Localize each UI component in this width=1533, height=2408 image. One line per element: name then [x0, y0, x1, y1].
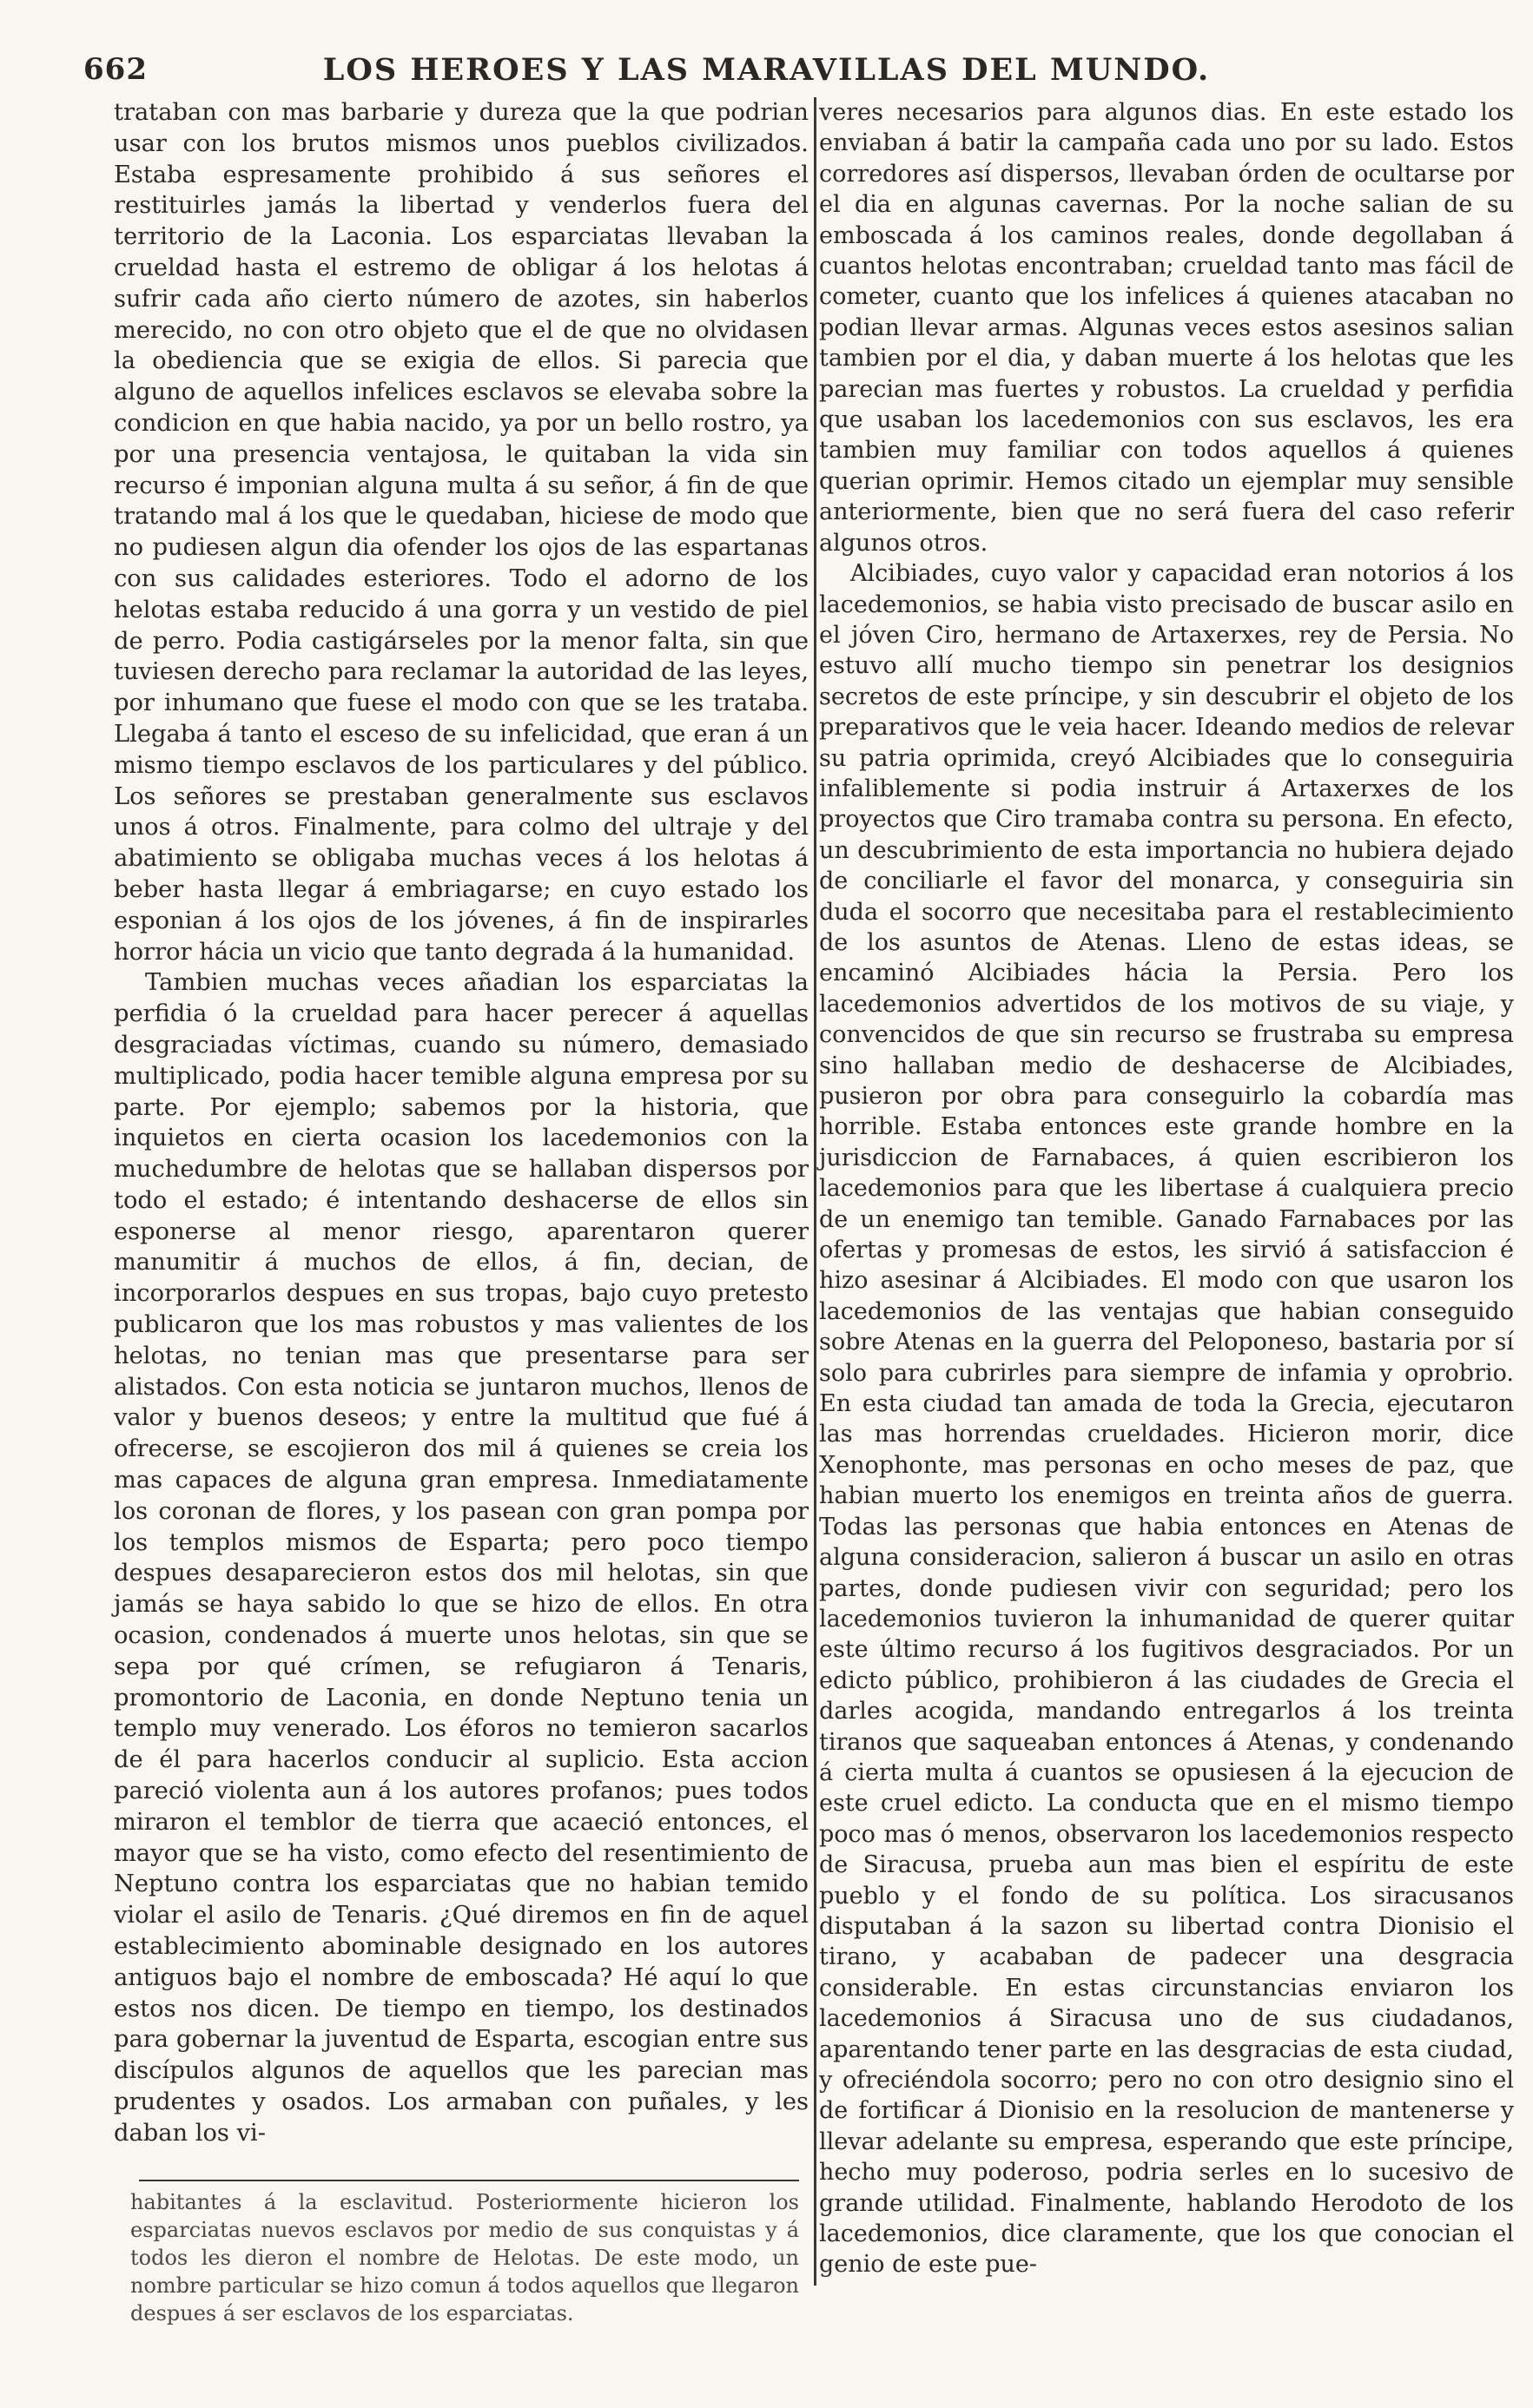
left-column: [114, 97, 809, 2149]
right-paragraph-2: Alcibiades, cuyo valor y capacidad eran notorios á los lacedemonios, se habia visto precisado de buscar asilo en el jóven Ciro, hermano de Artaxerxes, rey de Persia. No estuvo allí mucho tiempo sin penetrar los designios secretos de este príncipe, y sin descubrir el objeto de los preparativos que le veia hacer. Ideando medios de relevar su patria oprimida, creyó Alcibiades que lo conseguiria infaliblemente si podia instruir á Artaxerxes de los proyectos que Ciro tramaba contra su persona. En efecto, un descubrimiento de esta importancia no hubiera dejado de conciliarle el favor del monarca, y conseguiria sin duda el socorro que necesitaba para el restablecimiento de los asuntos de Atenas. Lleno de estas ideas, se encaminó Alcibiades hácia la Persia. Pero los lacedemonios advertidos de los motivos de su viaje, y convencidos de que sin recurso se frustraba su empresa sino hallaban medio de deshacerse de Alcibiades, pusieron por obra para conseguirlo la cobardía mas horrible. Estaba entonces este grande hombre en la jurisdiccion de Farnabaces, á quien escribieron los lacedemonios para que les libertase á cualquiera precio de un enemigo tan temible. Ganado Farnabaces por las ofertas y promesas de estos, les sirvió á satisfaccion é hizo asesinar á Alcibiades. El modo con que usaron los lacedemonios de las ventajas que habian conseguido sobre Atenas en la guerra del Peloponeso, bastaria por sí solo para cubrirles para siempre de infamia y oprobrio. En esta ciudad tan amada de toda la Grecia, ejecutaron las mas horrendas crueldades. Hicieron morir, dice Xenophonte, mas personas en ocho meses de paz, que habian muerto los enemigos en treinta años de guerra. Todas las personas que habia entonces en Atenas de alguna consideracion, salieron á buscar un asilo en otras partes, donde pudiesen vivir con seguridad; pero los lacedemonios tuvieron la inhumanidad de querer quitar este último recurso á los fugitivos desgraciados. Por un edicto público, prohibieron á las ciudades de Grecia el darles acogida, mandando entregarlos á los treinta tiranos que saqueaban entonces á Atenas, y condenando á cierta multa á cuantos se opusiesen á la ejecucion de este cruel edicto. La conducta que en el mismo tiempo poco mas ó menos, observaron los lacedemonios respecto de Siracusa, prueba aun mas bien el espíritu de este pueblo y el fondo de su política. Los siracusanos disputaban á la sazon su libertad contra Dionisio el tirano, y acababan de padecer una desgracia considerable. En estas circunstancias enviaron los lacedemonios á Siracusa uno de sus ciudadanos, aparentando tener parte en las desgracias de esta ciudad, y ofreciéndola socorro; pero no con otro designio sino el de fortificar á Dionisio en la resolucion de mantenerse y llevar adelante su empresa, esperando que este príncipe, hecho muy poderoso, podria serles en lo sucesivo de grande utilidad. Finalmente, hablando Herodoto de los lacedemonios, dice claramente, que los que conocian el genio de este pue-: [819, 560, 1514, 2279]
right-paragraph-1: veres necesarios para algunos dias. En este estado los enviaban á batir la campaña cada uno por su lado. Estos corredores así dispersos, llevaban órden de ocultarse por el dia en algunas cavernas. Por la noche salian de su emboscada á los caminos reales, donde degollaban á cuantos helotas encontraban; crueldad tanto mas fácil de cometer, cuanto que los infelices á quienes atacaban no podian llevar armas. Algunas veces estos asesinos salian tambien por el dia, y daban muerte á los helotas que les parecian mas fuertes y robustos. La crueldad y perfidia que usaban los lacedemonios con sus esclavos, les era tambien muy familiar con todos aquellos á quienes querian oprimir. Hemos citado un ejemplar muy sensible anteriormente, bien que no será fuera del caso referir algunos otros.: [819, 99, 1514, 557]
column-divider: [814, 97, 816, 2286]
right-column: [819, 97, 1514, 2280]
footnote: [130, 2188, 799, 2327]
left-paragraph-2: Tambien muchas veces añadian los esparciatas la perfidia ó la crueldad para hacer perecer á aquellas desgraciadas víctimas, cuando su número, demasiado multiplicado, podia hacer temible alguna empresa por su parte. Por ejemplo; sabemos por la historia, que inquietos en cierta ocasion los lacedemonios con la muchedumbre de helotas que se hallaban dispersos por todo el estado; é intentando deshacerse de ellos sin esponerse al menor riesgo, aparentaron querer manumitir á muchos de ellos, á fin, decian, de incorporarlos despues en sus tropas, bajo cuyo pretesto publicaron que los mas robustos y mas valientes de los helotas, no tenian mas que presentarse para ser alistados. Con esta noticia se juntaron muchos, llenos de valor y buenos deseos; y entre la multitud que fué á ofrecerse, se escojieron dos mil á quienes se creia los mas capaces de alguna gran empresa. Inmediatamente los coronan de flores, y los pasean con gran pompa por los templos mismos de Esparta; pero poco tiempo despues desaparecieron estos dos mil helotas, sin que jamás se haya sabido lo que se hizo de ellos. En otra ocasion, condenados á muerte unos helotas, sin que se sepa por qué crímen, se refugiaron á Tenaris, promontorio de Laconia, en donde Neptuno tenia un templo muy venerado. Los éforos no temieron sacarlos de él para hacerlos conducir al suplicio. Esta accion pareció violenta aun á los autores profanos; pues todos miraron el temblor de tierra que acaeció entonces, el mayor que se ha visto, como efecto del resentimiento de Neptuno contra los esparciatas que no habian temido violar el asilo de Tenaris. ¿Qué diremos en fin de aquel establecimiento abominable designado en los autores antiguos bajo el nombre de emboscada? Hé aquí lo que estos nos dicen. De tiempo en tiempo, los destinados para gobernar la juventud de Esparta, escogian entre sus discípulos algunos de aquellos que les parecian mas prudentes y osados. Los armaban con puñales, y les daban los vi-: [114, 969, 809, 2147]
running-title: LOS HEROES Y LAS MARAVILLAS DEL MUNDO.: [322, 52, 1211, 88]
footnote-divider: [139, 2180, 799, 2181]
page-header: [83, 45, 1450, 97]
footnote-text: habitantes á la esclavitud. Posteriormente hicieron los esparciatas nuevos esclavos por medio de sus conquistas y á todos les dieron el nombre de Helotas. De este modo, un nombre particular se hizo comun á todos aquellos que llegaron despues á ser esclavos de los esparciatas.: [130, 2190, 799, 2326]
left-paragraph-1: trataban con mas barbarie y dureza que la que podrian usar con los brutos mismos unos pueblos civilizados. Estaba espresamente prohibido á sus señores el restituirles jamás la libertad y venderlos fuera del territorio de la Laconia. Los esparciatas llevaban la crueldad hasta el estremo de obligar á los helotas á sufrir cada año cierto número de azotes, sin haberlos merecido, no con otro objeto que el de que no olvidasen la obediencia que se exigia de ellos. Si parecia que alguno de aquellos infelices esclavos se elevaba sobre la condicion en que habia nacido, ya por un bello rostro, ya por una presencia ventajosa, le quitaban la vida sin recurso é imponian alguna multa á su señor, á fin de que tratando mal á los que le quedaban, hiciese de modo que no pudiesen algun dia ofender los ojos de las espartanas con sus calidades esteriores. Todo el adorno de los helotas estaba reducido á una gorra y un vestido de piel de perro. Podia castigárseles por la menor falta, sin que tuviesen derecho para reclamar la autoridad de las leyes, por inhumano que fuese el modo con que se les trataba. Llegaba á tanto el esceso de su infelicidad, que eran á un mismo tiempo esclavos de los particulares y del público. Los señores se prestaban generalmente sus esclavos unos á otros. Finalmente, para colmo del ultraje y del abatimiento se obligaba muchas veces á los helotas á beber hasta llegar á embriagarse; en cuyo estado los esponian á los ojos de los jóvenes, á fin de inspirarles horror hácia un vicio que tanto degrada á la humanidad.: [114, 99, 809, 966]
page-number: 662: [83, 52, 148, 87]
